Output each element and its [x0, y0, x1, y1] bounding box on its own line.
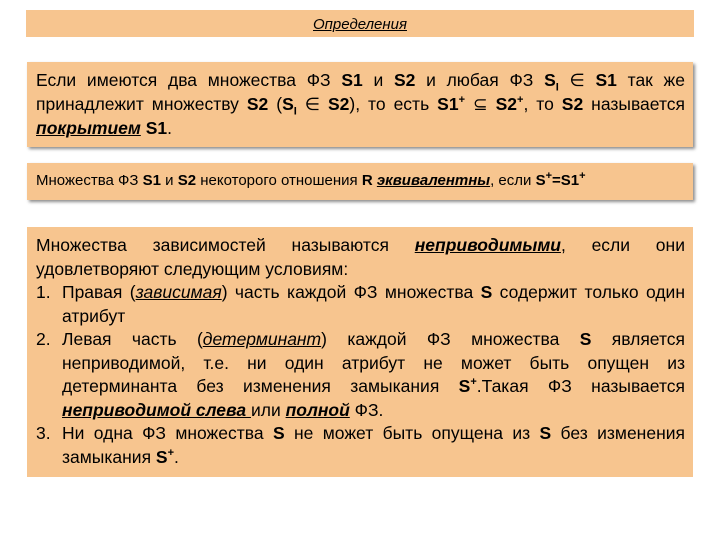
list-number: 3.: [36, 423, 51, 443]
page-title: Определения: [313, 16, 407, 33]
definition-irreducible-text: [36, 234, 685, 469]
set-symbol: $S_I$: [544, 70, 559, 94]
definition-equivalence-text: [36, 171, 685, 191]
set-symbol: S2: [246, 94, 269, 114]
set-symbol: S: [480, 282, 493, 302]
set-symbol: S2: [393, 70, 416, 90]
set-symbol: $S_I$: [282, 94, 297, 118]
relation-symbol: R: [361, 172, 373, 189]
set-symbol: S1: [595, 70, 617, 90]
text-run: и любая ФЗ: [415, 70, 545, 90]
set-symbol: S2: [328, 94, 350, 114]
term-equivalent: эквивалентны: [376, 172, 491, 189]
set-symbol: S1+: [437, 94, 465, 114]
set-symbol: S1: [341, 70, 363, 90]
text-run: Если имеются два множества ФЗ: [36, 70, 342, 90]
set-symbol: S+=S1+: [535, 170, 586, 189]
set-symbol: S+: [155, 446, 175, 467]
intro-paragraph: [36, 234, 685, 281]
definition-equivalence-box: [27, 163, 693, 200]
set-symbol: S2+: [495, 94, 524, 114]
term-determinant: детерминант: [202, 329, 322, 349]
term-irreducible: неприводимыми: [414, 235, 561, 255]
text-run: , если они удовлетворяют следующим условиям:: [36, 235, 685, 279]
text-run: некоторого отношения: [196, 172, 362, 189]
text-run: .: [167, 118, 172, 138]
set-symbol: S: [579, 329, 592, 349]
text-run: Множества зависимостей называются: [36, 235, 415, 255]
list-item-text: Ни одна ФЗ множества S не может быть опущена из S без изменения замыкания S+.: [62, 423, 685, 467]
text-run: и: [362, 70, 394, 90]
list-number: 2.: [36, 329, 51, 349]
term-left-irreducible: неприводимой слева: [62, 399, 251, 420]
list-item: [36, 328, 685, 422]
definition-cover-box: [27, 62, 693, 147]
set-symbol: S2: [177, 172, 197, 189]
text-run: ∈: [296, 94, 328, 114]
set-symbol: S2: [561, 94, 584, 114]
text-run: называется: [583, 94, 685, 114]
title-box: [26, 10, 694, 37]
text-run: , то: [523, 94, 562, 114]
set-symbol: S: [272, 423, 285, 443]
text-run: Множества ФЗ: [36, 172, 143, 189]
text-run: так же принадлежит множеству: [36, 70, 685, 114]
list-item-text: Правая (зависимая) часть каждой ФЗ множества S содержит только один атрибут: [62, 282, 685, 326]
text-run: , если: [490, 172, 536, 189]
set-symbol: S+: [458, 376, 477, 396]
set-symbol: S1: [145, 118, 168, 138]
list-item: [36, 281, 685, 328]
text-run: и: [161, 172, 178, 189]
term-dependent: зависимая: [135, 282, 222, 302]
text-run: (: [268, 94, 283, 114]
set-symbol: S1: [142, 172, 161, 189]
term-cover: покрытием: [36, 118, 141, 138]
definition-cover-text: [36, 68, 685, 140]
set-symbol: S: [539, 423, 552, 443]
definition-irreducible-box: [27, 227, 693, 477]
text-run: ), то есть: [349, 94, 438, 114]
text-run: ∈: [558, 70, 596, 90]
term-full: полной: [285, 399, 350, 420]
list-number: 1.: [36, 282, 51, 302]
text-run: ⊆: [465, 94, 496, 114]
list-item: [36, 422, 685, 469]
list-item-text: Левая часть (детерминант) каждой ФЗ множества S является неприводимой, т.е. ни один атрибут не может быть опущен из детерминанта без изменения замыкания S+.Такая ФЗ называется неприводимой слева или полной ФЗ.: [62, 329, 685, 420]
